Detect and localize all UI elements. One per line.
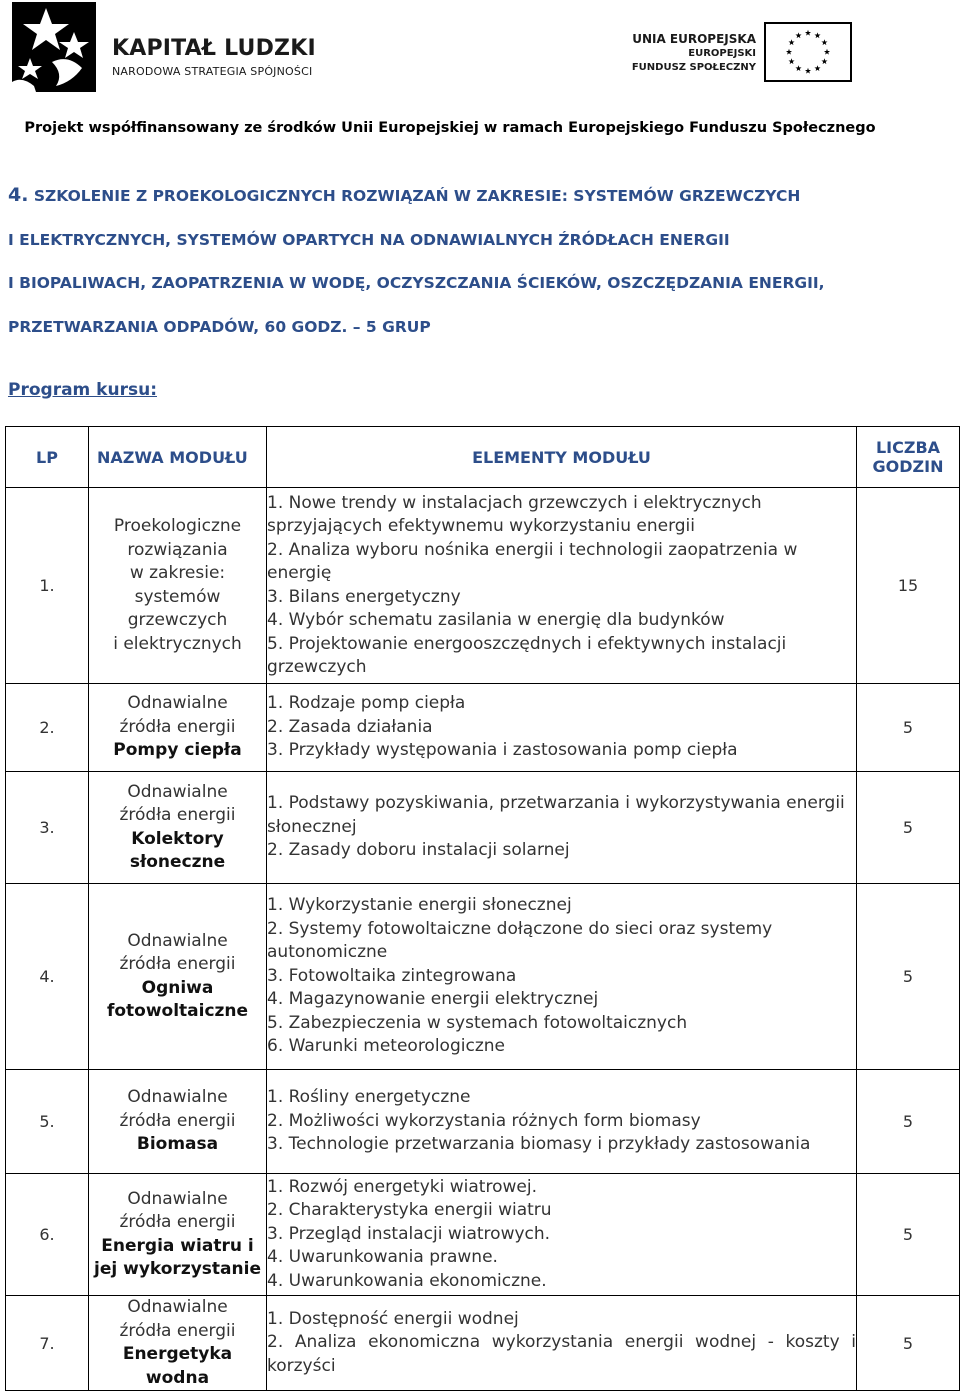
course-number: 4.	[8, 184, 29, 206]
module-element-item: 1. Rośliny energetyczne	[267, 1087, 471, 1108]
module-element-item: 2. Możliwości wykorzystania różnych form biomasy	[267, 1110, 701, 1131]
eu-logo-line-2: EUROPEJSKI	[688, 48, 756, 59]
module-topic: Kolektory słoneczne	[129, 828, 226, 872]
module-element-item: 3. Technologie przetwarzania biomasy i przykłady zastosowania	[267, 1134, 811, 1155]
module-elements	[267, 1174, 857, 1296]
module-name-line: Odnawialne	[127, 1087, 228, 1108]
module-name	[89, 684, 267, 772]
module-name-line: Proekologiczne	[113, 516, 242, 536]
module-element-item: 3. Przegląd instalacji wiatrowych.	[267, 1223, 551, 1244]
module-element-item: 2. Systemy fotowoltaiczne dołączone do sieci oraz systemy autonomiczne	[267, 918, 773, 963]
module-element-item: 2. Charakterystyka energii wiatru	[267, 1200, 552, 1221]
row-number: 6.	[6, 1174, 89, 1296]
row-number: 7.	[6, 1296, 89, 1391]
module-name-line: Odnawialne	[127, 781, 228, 802]
module-name	[89, 1070, 267, 1174]
module-element-item: 4. Wybór schematu zasilania w energię dla budynków	[267, 610, 725, 630]
course-title-line-1	[8, 174, 938, 219]
module-topic: Pompy ciepła	[113, 740, 242, 761]
module-name-line: Odnawialne	[127, 930, 228, 951]
eu-logo-line-1: UNIA EUROPEJSKA	[632, 32, 756, 46]
kapital-ludzki-emblem-icon	[12, 2, 96, 92]
program-table	[5, 426, 960, 1391]
module-element-item: 5. Projektowanie energooszczędnych i efektywnych instalacji grzewczych	[267, 633, 787, 677]
module-element-item: 4. Magazynowanie energii elektrycznej	[267, 989, 599, 1010]
module-elements	[267, 1070, 857, 1174]
course-title-text-1: SZKOLENIE Z PROEKOLOGICZNYCH ROZWIĄZAŃ W ZAKRESIE: SYSTEMÓW GRZEWCZYCH	[33, 187, 801, 205]
row-number: 5.	[6, 1070, 89, 1174]
module-elements	[267, 884, 857, 1070]
module-topic: Biomasa	[136, 1134, 219, 1155]
header-hours: LICZBA GODZIN	[857, 427, 960, 488]
module-elements	[267, 684, 857, 772]
module-element-item: 3. Fotowoltaika zintegrowana	[267, 965, 517, 986]
eu-flag-icon	[764, 22, 852, 82]
module-name-line: systemów	[134, 586, 221, 607]
logo-subtitle: NARODOWA STRATEGIA SPÓJNOŚCI	[112, 65, 313, 78]
table-row	[6, 1070, 960, 1174]
module-name	[89, 488, 267, 684]
course-title	[8, 174, 938, 349]
logo-title: KAPITAŁ LUDZKI	[112, 36, 316, 61]
module-name-line: źródła energii	[119, 805, 236, 825]
table-row	[6, 488, 960, 684]
module-name-line: i elektrycznych	[113, 633, 242, 654]
table-row	[6, 1174, 960, 1296]
module-hours: 5	[857, 772, 960, 884]
module-hours: 15	[857, 488, 960, 684]
module-element-item: 4. Uwarunkowania ekonomiczne.	[267, 1270, 547, 1291]
module-name	[89, 884, 267, 1070]
module-hours: 5	[857, 1296, 960, 1391]
module-topic: Ogniwa fotowoltaiczne	[106, 977, 249, 1021]
module-name-line: źródła energii	[119, 954, 236, 974]
header-lp: LP	[6, 427, 89, 488]
module-name-line: źródła energii	[119, 1320, 236, 1341]
header-elements: ELEMENTY MODUŁU	[267, 427, 857, 488]
module-element-item: 2. Analiza ekonomiczna wykorzystania energii wodnej - koszty i korzyści	[267, 1332, 856, 1376]
module-name-line: Odnawialne	[127, 693, 228, 714]
module-element-item: 1. Rozwój energetyki wiatrowej.	[267, 1176, 537, 1197]
course-title-line-2: I ELEKTRYCZNYCH, SYSTEMÓW OPARTYCH NA ODNAWIALNYCH ŹRÓDŁACH ENERGII	[8, 230, 730, 249]
module-name	[89, 772, 267, 884]
row-number: 4.	[6, 884, 89, 1070]
module-hours: 5	[857, 1070, 960, 1174]
header-name: NAZWA MODUŁU	[89, 427, 267, 488]
module-hours: 5	[857, 684, 960, 772]
module-name	[89, 1174, 267, 1296]
module-elements	[267, 488, 857, 684]
eu-logo-text	[632, 32, 756, 75]
course-title-line-3: I BIOPALIWACH, ZAOPATRZENIA W WODĘ, OCZYSZCZANIA ŚCIEKÓW, OSZCZĘDZANIA ENERGII,	[8, 274, 825, 292]
table-row	[6, 772, 960, 884]
module-name-line: w zakresie:	[129, 563, 226, 583]
module-element-item: 2. Zasady doboru instalacji solarnej	[267, 840, 570, 861]
module-hours: 5	[857, 884, 960, 1070]
module-element-item: 3. Przykłady występowania i zastosowania pomp ciepła	[267, 740, 738, 761]
module-name-line: źródła energii	[119, 1110, 236, 1131]
module-element-item: 2. Analiza wyboru nośnika energii i technologii zaopatrzenia w energię	[267, 539, 798, 583]
module-name-line: źródła energii	[119, 1212, 236, 1232]
module-name-line: grzewczych	[127, 610, 228, 630]
module-element-item: 3. Bilans energetyczny	[267, 586, 461, 607]
module-name	[89, 1296, 267, 1391]
module-name-line: Odnawialne	[127, 1297, 228, 1317]
module-element-item: 1. Wykorzystanie energii słonecznej	[267, 895, 572, 916]
module-element-item: 1. Dostępność energii wodnej	[267, 1308, 519, 1329]
module-topic: Energetyka wodna	[122, 1344, 233, 1388]
module-elements	[267, 772, 857, 884]
module-element-item: 1. Nowe trendy w instalacjach grzewczych i elektrycznych sprzyjających efektywnemu wykorzystaniu energii	[267, 492, 762, 536]
module-hours: 5	[857, 1174, 960, 1296]
module-element-item: 2. Zasada działania	[267, 716, 433, 737]
cofinancing-note: Projekt współfinansowany ze środków Unii Europejskiej w ramach Europejskiego Funduszu Społecznego	[24, 120, 876, 136]
module-name-line: Odnawialne	[127, 1188, 228, 1209]
table-header-row	[6, 427, 960, 488]
module-element-item: 6. Warunki meteorologiczne	[267, 1036, 505, 1057]
row-number: 1.	[6, 488, 89, 684]
module-topic: Energia wiatru i jej wykorzystanie	[94, 1235, 261, 1279]
program-heading: Program kursu:	[8, 380, 157, 400]
module-name-line: źródła energii	[119, 716, 236, 737]
module-element-item: 5. Zabezpieczenia w systemach fotowoltaicznych	[267, 1012, 688, 1033]
module-element-item: 1. Rodzaje pomp ciepła	[267, 693, 466, 714]
table-row	[6, 684, 960, 772]
table-row	[6, 1296, 960, 1391]
row-number: 2.	[6, 684, 89, 772]
row-number: 3.	[6, 772, 89, 884]
eu-logo	[630, 22, 852, 82]
kapital-ludzki-logo	[12, 2, 332, 92]
table-row	[6, 884, 960, 1070]
module-name-line: rozwiązania	[127, 539, 228, 560]
eu-logo-line-3: FUNDUSZ SPOŁECZNY	[631, 62, 756, 73]
module-elements	[267, 1296, 857, 1391]
course-title-line-4: PRZETWARZANIA ODPADÓW, 60 GODZ. – 5 GRUP	[8, 317, 431, 336]
module-element-item: 1. Podstawy pozyskiwania, przetwarzania i wykorzystywania energii słonecznej	[267, 793, 845, 837]
module-element-item: 4. Uwarunkowania prawne.	[267, 1247, 498, 1268]
